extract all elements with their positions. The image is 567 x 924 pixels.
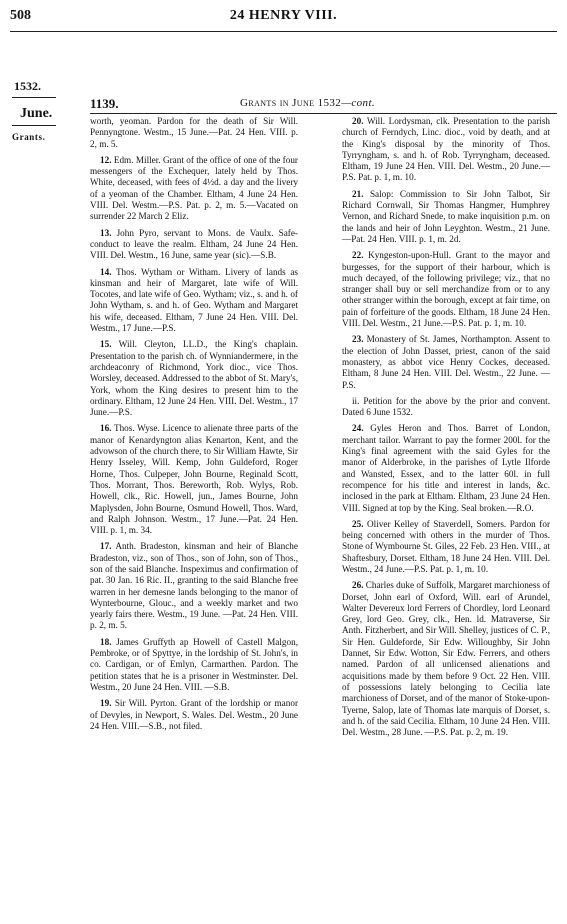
margin-year: 1532.	[14, 79, 41, 93]
entry-item-number: 14.	[100, 266, 112, 277]
entry-text: ii. Petition for the above by the prior and convent. Dated 6 June 1532.	[342, 395, 550, 418]
entry-item-number: 19.	[100, 698, 112, 709]
grant-entry	[342, 423, 550, 513]
grant-entry	[90, 637, 298, 693]
entry-text: worth, yeoman. Pardon for the death of Sir Will. Pennyngtone. Westm., 15 June.—Pat. 24 Hen. VIII. p. 2, m. 5.	[90, 116, 298, 149]
margin-month: June.	[20, 106, 53, 121]
entry-item-number: 16.	[100, 423, 112, 434]
section-heading	[240, 97, 375, 109]
entry-item-number: 12.	[100, 154, 112, 165]
entry-text: Salop: Commission to Sir John Talbot, Sir Richard Cornwall, Sir Thomas Hangmer, Humphrey Vernon, and Richard Snede, to make inquisition p.m. on the lands and heir of John Leyghton. Westm., 21 June. —Pat. 24 Hen. VIII. p. 1, m. 2d.	[342, 188, 550, 244]
header-rule	[10, 31, 557, 32]
section-title: Grants in June 1532	[240, 97, 342, 109]
entry-text: Charles duke of Suffolk, Margaret marchioness of Dorset, John earl of Oxford, Will. earl of Arundel, Walter Devereux lord Ferrers of Chordley, lord Leonard Grey, lord Geo. Grey, clk., Hen. ld. Matraverse, Sir Anth. Fitzherbert, and Sir Will. Shelley, justices of C. P., Sir Hen. Guldeforde, Sir Edw. Willoughby, Sir John Dannet, Sir Edw. Wotton, Sir Edw. Ferrers, and others named. Pardon of all unlicensed alienations and acquisitions made by them before 9 Oct. 22 Hen. VIII. of possessions lately belonging to Cecilia late marchioness of Dorset, and of the manor of Stoke-upon-Tyerne, Salop, late of Thomas late marquis of Dorset, s. and h. of the said Cecilia. Eltham, 10 June 24 Hen. VIII. Del. Westm., 28 June. —P.S. Pat. p. 2, m. 19.	[342, 580, 550, 738]
entry-item-number: 17.	[100, 541, 112, 552]
entry-text: Thos. Wyse. Licence to alienate three parts of the manor of Kenardyngton alias Kenarton, Kent, and the advowson of the church there, to Sir William Hawte, Sir Henry Isseley, Will. Kemp, John Guldeford, Roger Horne, Thos. Culpeper, John Bourne, Reginald Scott, Thos. Morrant, Thos. Bereworth, Rob. Wylys, Rob. Howell, clk., Ric. Howell, jun., James Bourne, John Maplysden, John Bourne, Osmund Howell, Thos. Ward, and Ralph Johnson. Westm., 17 June.—Pat. 24 Hen. VIII. p. 1, m. 34.	[90, 423, 298, 536]
entry-text: Will. Cleyton, LL.D., the King's chaplain. Presentation to the parish ch. of Wynniandermere, in the archdeaconry of Richmond, York dioc., vice Thos. Worsley, deceased. Addressed to the abbot of St. Mary's, York, whom the King desires to present him to the ordinary. Eltham, 12 June 24 Hen. VIII. Del. Westm., 17 June.—P.S.	[90, 339, 299, 418]
entry-text: Kyngeston-upon-Hull. Grant to the mayor and burgesses, for the support of their harbour, which is much decayed, of the following privilege; viz., that no stranger shall buy or sell merchandize from or to any other stranger within the borough, except at fair time, on pain of forfeiture of the goods. Eltham, 18 June 24 Hen. VIII. Del. Westm., 21 June.—P.S. Pat. p. 1, m. 10.	[342, 250, 550, 329]
margin-rule	[12, 97, 56, 98]
entry-text: Edm. Miller. Grant of the office of one of the four messengers of the Exchequer, lately held by Thos. White, deceased, with fees of 4½d. a day and the livery of a yeoman of the Chamber. Eltham, 4 June 24 Hen. VIII. Del. Westm.—P.S. Pat. p. 2, m. 5.—Vacated on surrender 22 March 2 Eliz.	[90, 154, 298, 222]
grant-entry	[90, 423, 298, 536]
left-column	[90, 116, 298, 737]
entry-item-number: 21.	[352, 188, 364, 199]
grant-entry	[90, 155, 298, 223]
grant-entry	[90, 541, 298, 631]
section-cont: —cont.	[341, 97, 376, 109]
entry-item-number: 23.	[352, 334, 364, 345]
grant-entry	[342, 396, 550, 419]
entry-text: Gyles Heron and Thos. Barret of London, merchant tailor. Warrant to pay the former 200l. for the King's final agreement with the said Gyles for the manor of Alderbroke, in the parishes of Lytle Ilforde and Wansted, Essex, and to the latter 60l. in full recompence for his title and interest in lands, &c. inclosed in the park at Eltham. Eltham, 23 June 24 Hen. VIII. Signed at top by the King. Seal broken.—R.O.	[342, 423, 551, 513]
grant-entry	[90, 339, 298, 418]
grant-entry	[342, 519, 550, 575]
grant-entry	[90, 228, 298, 262]
page-number: 508	[10, 8, 31, 23]
entry-item-number: 18.	[100, 636, 112, 647]
grant-entry	[90, 698, 298, 732]
margin-label: Grants.	[12, 132, 46, 142]
entry-text: Anth. Bradeston, kinsman and heir of Blanche Bradeston, viz., son of Thos., son of John, son of Thos., son of the said Blanche. Inspeximus and confirmation of pat. 30 Jan. 16 Ric. II., granting to the said Blanche free warren in her demesne lands belonging to the manor of Wynterbourne, Glouc., and a weekly market and two yearly fairs there. Westm., 19 June. —Pat. 24 Hen. VIII. p. 2, m. 5.	[90, 541, 298, 631]
entry-text: Will. Lordysman, clk. Presentation to the parish church of Ferndych, Linc. dioc., void by death, and at the King's disposal by the minority of Thos. Tyrryngham, s. and h. of Rob. Tyrryngham, deceased. Eltham, 19 June 24 Hen. VIII. Del. Westm., 20 June.—P.S. Pat. p. 1, m. 10.	[342, 116, 550, 183]
entry-text: John Pyro, servant to Mons. de Vaulx. Safe-conduct to leave the realm. Eltham, 24 June 24 Hen. VIII. Del. Westm., 16 June, same year (sic).—S.B.	[90, 227, 298, 261]
entry-text: James Gruffyth ap Howell of Castell Malgon, Pembroke, or of Spyttye, in the lordship of St. John's, in co. Cardigan, or of Emlyn, Carmarthen. Pardon. The petition states that he is a prisoner in Westminster. Del. Westm., 20 June 24 Hen. VIII. —S.B.	[90, 636, 299, 692]
entry-item-number: 13.	[100, 227, 112, 238]
grant-entry	[342, 189, 550, 245]
section-rule	[90, 113, 557, 114]
margin-rule	[12, 125, 56, 126]
entry-item-number: 20.	[352, 116, 364, 126]
grant-entry	[90, 116, 298, 150]
grant-entry	[342, 580, 550, 738]
entry-item-number: 26.	[352, 580, 364, 591]
entry-item-number: 24.	[352, 423, 364, 434]
grant-entry	[342, 116, 550, 184]
entry-number: 1139.	[90, 96, 119, 111]
entry-text: Sir Will. Pyrton. Grant of the lordship or manor of Devyles, in Newport, S. Wales. Del. Westm., 20 June 24 Hen. VIII.—S.B., not filed.	[90, 698, 299, 731]
grant-entry	[342, 250, 550, 329]
grant-entry	[342, 334, 550, 390]
entry-item-number: 15.	[100, 339, 112, 350]
entry-text: Thos. Wytham or Witham. Livery of lands as kinsman and heir of Margaret, late wife of Will. Tocotes, and late wife of Geo. Wytham; viz., s. and h. of John Wytham, s. and h. of Geo. Wytham and Margaret his wife, deceased. Eltham, 7 June 24 Hen. VIII. Del. Westm., 17 June.—P.S.	[90, 266, 298, 334]
entry-item-number: 22.	[352, 250, 364, 261]
grant-entry	[90, 267, 298, 335]
entry-text: Monastery of St. James, Northampton. Assent to the election of John Dasset, priest, canon of the said monastery, as abbot vice Henry Cockes, deceased. Eltham, 8 June 24 Hen. VIII. Del. Westm., 22 June. —P.S.	[342, 334, 551, 390]
running-head: 24 HENRY VIII.	[229, 8, 338, 23]
entry-item-number: 25.	[352, 518, 364, 529]
entry-text: Oliver Kelley of Staverdell, Somers. Pardon for being concerned with others in the murder of Thos. Stone of Wymbourne St. Giles, 22 Feb. 23 Hen. VIII., at Shaftesbury, Dorset. Eltham, 18 June 24 Hen. VIII. Del. Westm., 24 June.—P.S. Pat. p. 1, m. 10.	[342, 518, 551, 574]
right-column	[342, 116, 550, 743]
